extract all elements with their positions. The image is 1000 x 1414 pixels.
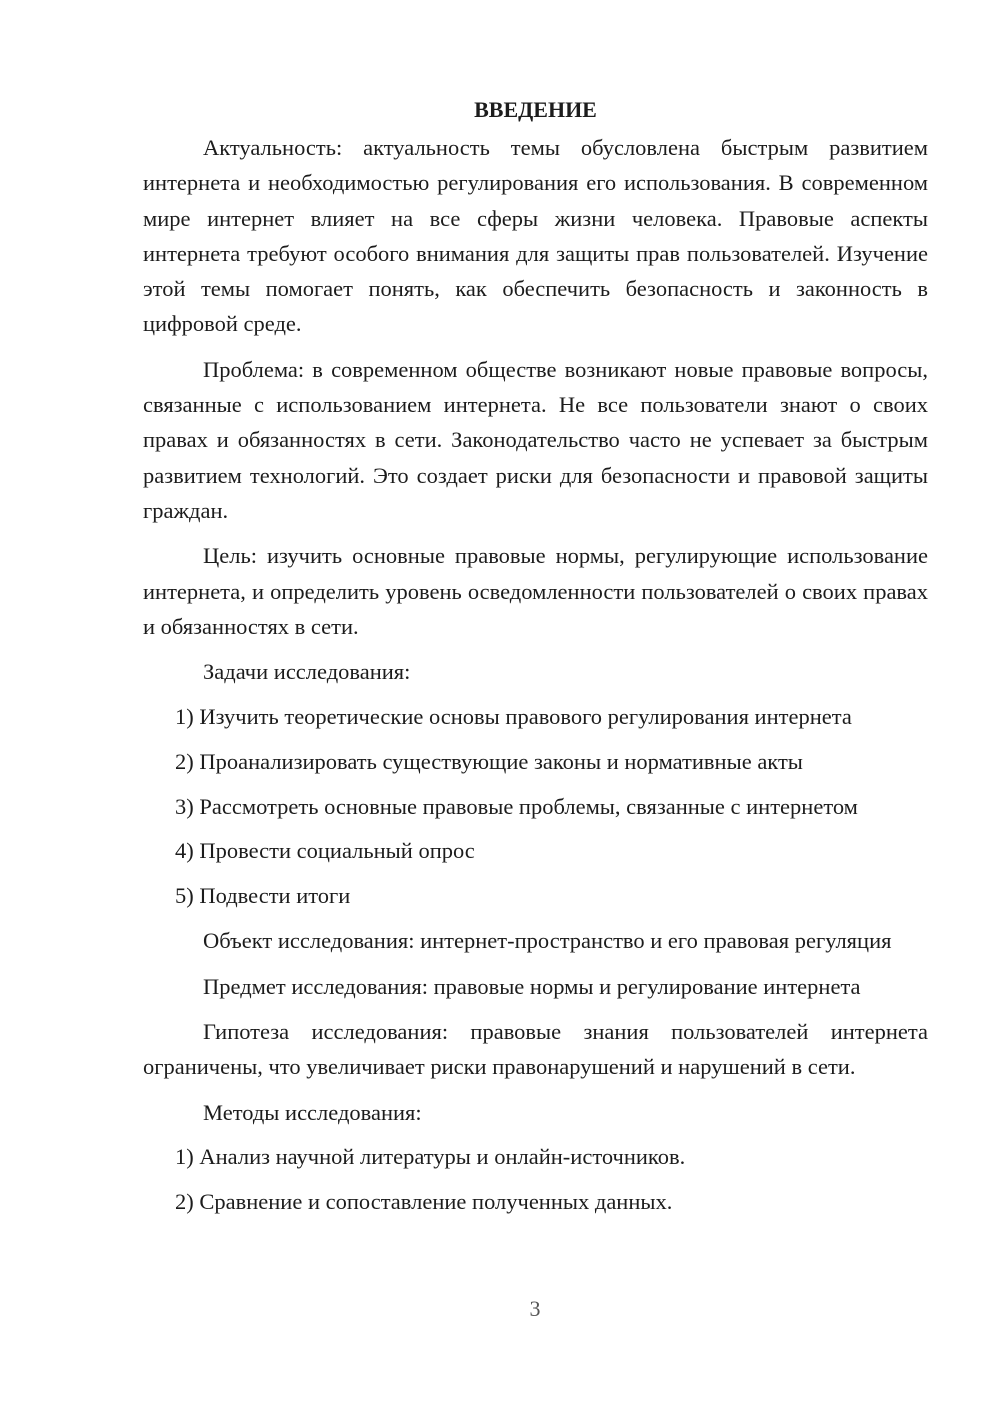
tasks-list xyxy=(143,699,928,913)
list-item: 2) Проанализировать существующие законы и нормативные акты xyxy=(175,748,803,774)
list-item: 1) Изучить теоретические основы правового регулирования интернета xyxy=(175,703,852,729)
page-body xyxy=(143,92,928,1220)
paragraph-relevance: Актуальность: актуальность темы обусловлена быстрым развитием интернета и необходимостью регулирования его использования. В современном мире интернет влияет на все сферы жизни человека. Правовые аспекты интернета требуют особого внимания для защиты прав пользователей. Изучение этой темы помогает понять, как обеспечить безопасность и законность в цифровой среде. xyxy=(143,135,928,337)
paragraph-hypothesis: Гипотеза исследования: правовые знания пользователей интернета ограничены, что увеличивает риски правонарушений и нарушений в сети. xyxy=(143,1019,928,1080)
page-number: 3 xyxy=(529,1296,541,1321)
tasks-heading: Задачи исследования: xyxy=(203,659,411,685)
paragraph-goal: Цель: изучить основные правовые нормы, регулирующие использование интернета, и определить уровень осведомленности пользователей о своих правах и обязанностях в сети. xyxy=(143,543,928,639)
section-title: ВВЕДЕНИЕ xyxy=(474,97,597,122)
methods-list xyxy=(143,1139,928,1219)
paragraph-subject: Предмет исследования: правовые нормы и регулирование интернета xyxy=(203,973,861,999)
paragraph-object: Объект исследования: интернет-пространство и его правовая регуляция xyxy=(203,928,892,954)
paragraph-problem: Проблема: в современном обществе возникают новые правовые вопросы, связанные с использованием интернета. Не все пользователи знают о своих правах и обязанностях в сети. Законодательство часто не успевает за быстрым развитием технологий. Это создает риски для безопасности и правовой защиты граждан. xyxy=(143,356,928,523)
list-item: 2) Сравнение и сопоставление полученных данных. xyxy=(175,1189,673,1215)
list-item: 4) Провести социальный опрос xyxy=(175,838,475,864)
methods-heading: Методы исследования: xyxy=(203,1099,422,1125)
list-item: 1) Анализ научной литературы и онлайн-источников. xyxy=(175,1144,686,1170)
list-item: 3) Рассмотреть основные правовые проблемы, связанные с интернетом xyxy=(175,793,858,819)
list-item: 5) Подвести итоги xyxy=(175,883,351,909)
